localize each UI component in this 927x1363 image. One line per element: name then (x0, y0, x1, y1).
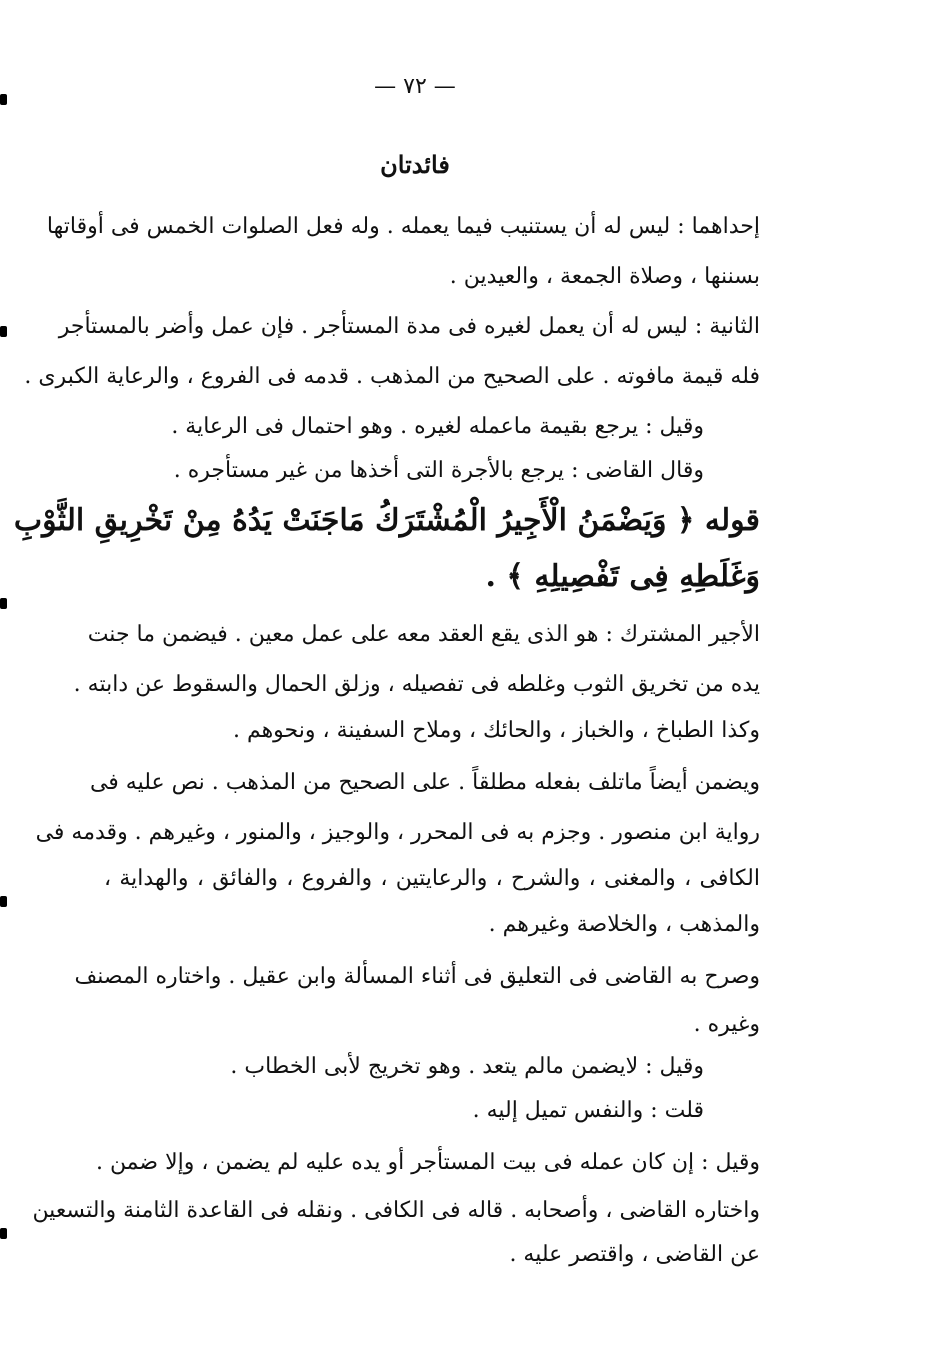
text-line-2: بسننها ، وصلاة الجمعة ، والعيدين . (449, 264, 760, 289)
text-line-9: وكذا الطباخ ، والخباز ، والحائك ، وملاح السفينة ، ونحوهم . (232, 718, 760, 743)
margin-mark (0, 896, 7, 907)
text-line-1: إحداهما : ليس له أن يستنيب فيما يعمله . وله فعل الصلوات الخمس فى أوقاتها (46, 214, 760, 239)
text-line-16: وقيل : لايضمن مالم يتعد . وهو تخريج لأبى الخطاب . (230, 1054, 704, 1079)
text-line-10: ويضمن أيضاً ماتلف بفعله مطلقاً . على الصحيح من المذهب . نص عليه فى (89, 770, 760, 795)
margin-mark (0, 1228, 7, 1239)
text-line-6: وقال القاضى : يرجع بالأجرة التى أخذها من غير مستأجره . (173, 458, 704, 483)
margin-mark (0, 94, 7, 105)
text-line-11: رواية ابن منصور . وجزم به فى المحرر ، والوجيز ، والمنور ، وغيرهم . وقدمه فى (35, 820, 760, 845)
quoted-text-line-2: وَغَلَطِهِ فِى تَفْصِيلِهِ ﴾ . (485, 559, 760, 594)
text-line-12: الكافى ، والمغنى ، والشرح ، والرعايتين ، والفروع ، والفائق ، والهداية ، (104, 866, 760, 891)
text-line-8: يده من تخريق الثوب وغلطه فى تفصيله ، وزلق الحمال والسقوط عن دابته . (73, 672, 760, 697)
margin-mark (0, 326, 7, 337)
text-line-4: فله قيمة مافوته . على الصحيح من المذهب . قدمه فى الفروع ، والرعاية الكبرى . (24, 364, 760, 389)
text-line-17: قلت : والنفس تميل إليه . (472, 1098, 704, 1123)
section-heading: فائدتان (380, 150, 450, 179)
page-number: — ٧٢ — (374, 74, 456, 99)
margin-mark (0, 598, 7, 609)
text-line-14: وصرح به القاضى فى التعليق فى أثناء المسألة وابن عقيل . واختاره المصنف (74, 964, 760, 989)
text-line-15: وغيره . (693, 1012, 760, 1037)
text-line-7: الأجير المشترك : هو الذى يقع العقد معه على عمل معين . فيضمن ما جنت (87, 622, 760, 647)
text-line-19: واختاره القاضى ، وأصحابه . قاله فى الكافى . ونقله فى القاعدة الثامنة والتسعين (32, 1198, 760, 1223)
text-line-5: وقيل : يرجع بقيمة ماعمله لغيره . وهو احتمال فى الرعاية . (171, 414, 704, 439)
text-line-18: وقيل : إن كان عمله فى بيت المستأجر أو يده عليه لم يضمن ، وإلا ضمن . (95, 1150, 760, 1175)
text-line-3: الثانية : ليس له أن يعمل لغيره فى مدة المستأجر . فإن عمل وأضر بالمستأجر (58, 314, 760, 339)
text-line-13: والمذهب ، والخلاصة وغيرهم . (488, 912, 760, 937)
text-line-20: عن القاضى ، واقتصر عليه . (509, 1242, 760, 1267)
quoted-text-line-1: قوله ﴿ وَيَضْمَنُ الْأَجِيرُ الْمُشْتَرَكُ مَاجَنَتْ يَدُهُ مِنْ تَخْرِيقِ الثَّوْبِ (13, 503, 760, 538)
